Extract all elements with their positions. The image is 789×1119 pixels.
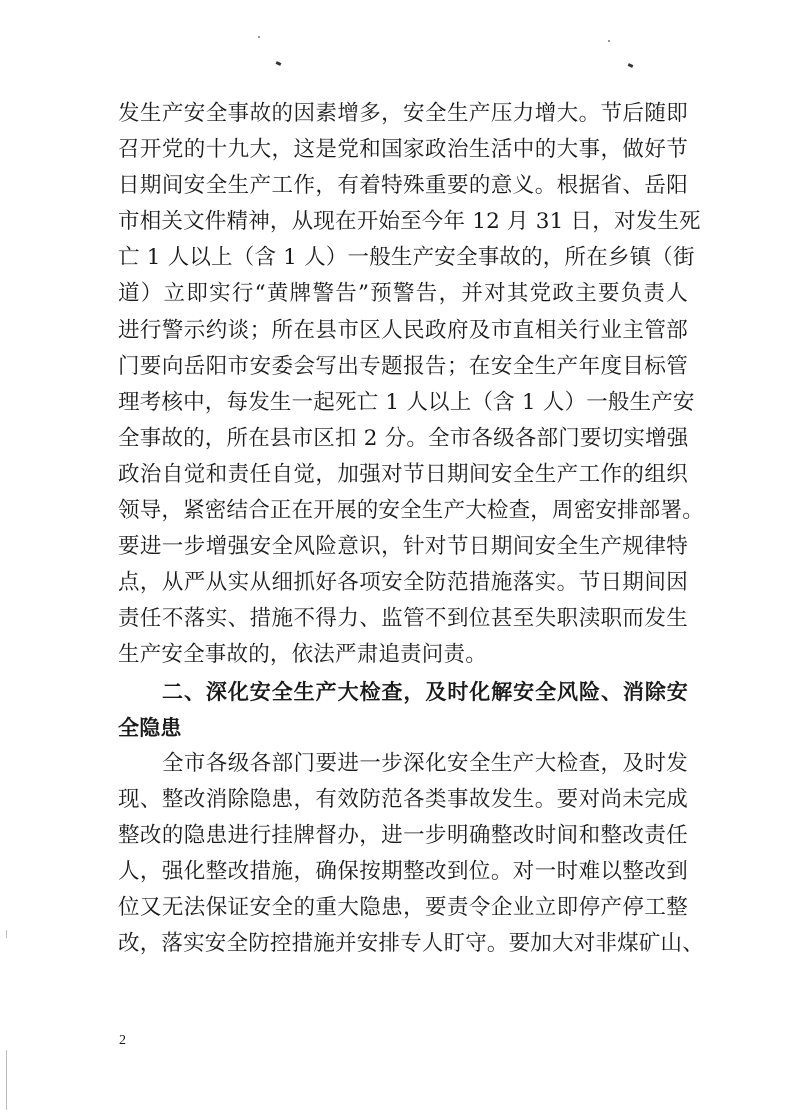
- section-heading: 全隐患: [118, 715, 182, 740]
- text-line: 亡 1 人以上（含 1 人）一般生产安全事故的，所在乡镇（街: [118, 245, 695, 271]
- text-line: 日期间安全生产工作，有着特殊重要的意义。根据省、岳阳: [118, 173, 688, 199]
- body-text: [118, 96, 704, 962]
- text-line: 发生产安全事故的因素增多，安全生产压力增大。节后随即: [118, 101, 688, 126]
- text-line: 召开党的十九大，这是党和国家政治生活中的大事，做好节: [118, 137, 688, 163]
- text-line: 市相关文件精神，从现在开始至今年 12 月 31 日，对发生死: [118, 209, 701, 235]
- text-line: 门要向岳阳市安委会写出专题报告；在安全生产年度目标管: [118, 353, 688, 379]
- page-number: 2: [119, 1033, 126, 1048]
- text-line: 点，从严从实从细抓好各项安全防范措施落实。节日期间因: [118, 570, 688, 596]
- text-line: 改，落实安全防控措施并安排专人盯守。要加大对非煤矿山、: [118, 931, 704, 957]
- text-line: 位又无法保证安全的重大隐患，要责令企业立即停产停工整: [118, 895, 688, 921]
- text-line: 责任不落实、措施不得力、监管不到位甚至失职渎职而发生: [118, 606, 688, 632]
- scan-speck: [608, 40, 610, 42]
- scan-mark: [276, 61, 282, 66]
- text-line: 理考核中，每发生一起死亡 1 人以上（含 1 人）一般生产安: [118, 389, 695, 415]
- text-line: 领导，紧密结合正在开展的安全生产大检查，周密安排部署。: [118, 498, 704, 524]
- scan-edge: [6, 930, 7, 938]
- text-line: 现、整改消除隐患，有效防范各类事故发生。要对尚未完成: [118, 786, 688, 812]
- text-line: 要进一步增强安全风险意识，针对节日期间安全生产规律特: [118, 534, 688, 560]
- scan-mark: [628, 63, 634, 68]
- scan-edge: [6, 1050, 7, 1110]
- text-line: 政治自觉和责任自觉，加强对节日期间安全生产工作的组织: [118, 461, 688, 487]
- text-line: 进行警示约谈；所在县市区人民政府及市直相关行业主管部: [118, 317, 688, 343]
- scan-speck: [258, 36, 260, 38]
- text-line: 整改的隐患进行挂牌督办，进一步明确整改时间和整改责任: [118, 822, 688, 848]
- text-line: 全市各级各部门要进一步深化安全生产大检查，及时发: [162, 750, 688, 776]
- text-line: 道）立即实行“黄牌警告”预警告，并对其党政主要负责人: [118, 281, 688, 307]
- section-heading: 二、深化安全生产大检查，及时化解安全风险、消除安: [162, 679, 688, 704]
- text-line: 人，强化整改措施，确保按期整改到位。对一时难以整改到: [118, 858, 688, 884]
- text-line: 生产安全事故的，依法严肃追责问责。: [118, 642, 487, 668]
- text-line: 全事故的，所在县市区扣 2 分。全市各级各部门要切实增强: [118, 425, 689, 451]
